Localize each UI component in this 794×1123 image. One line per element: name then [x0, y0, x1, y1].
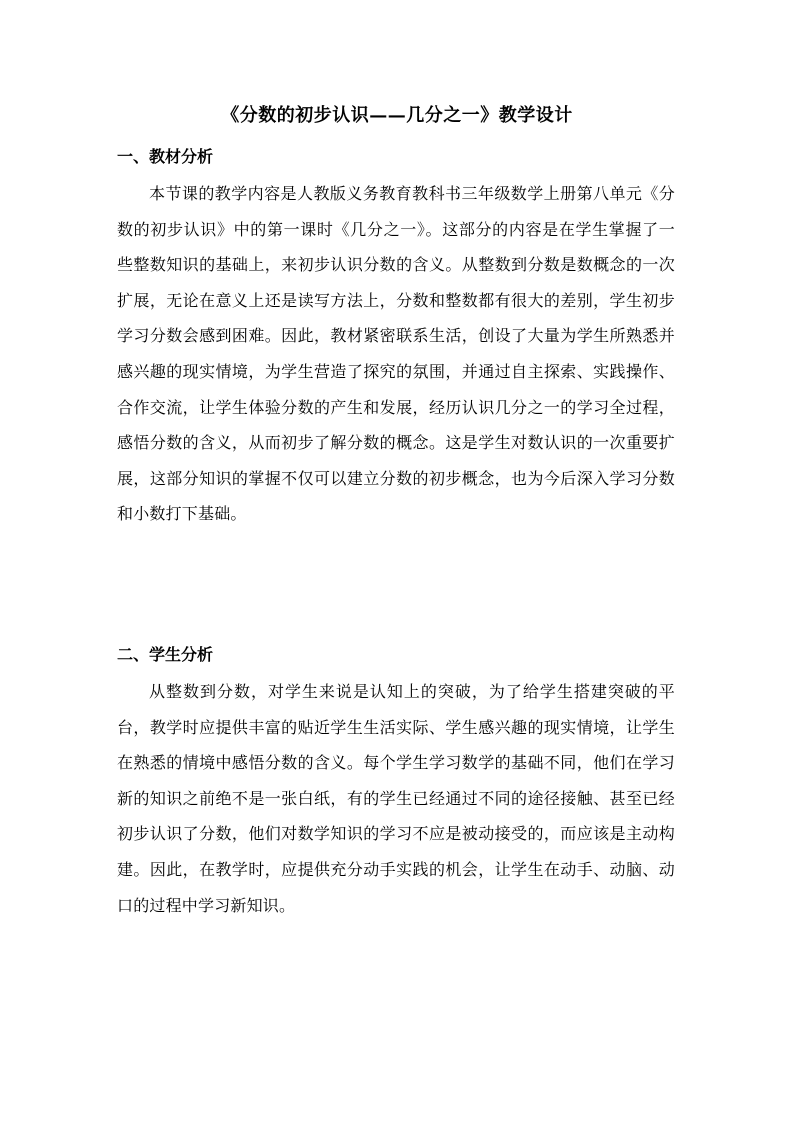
section-heading-textbook-analysis: 一、教材分析: [117, 147, 214, 166]
document-title: 《分数的初步认识——几分之一》教学设计: [221, 105, 573, 126]
section-heading-student-analysis: 二、学生分析: [117, 645, 214, 664]
section-paragraph-textbook-analysis: 本节课的教学内容是人教版义务教育教科书三年级数学上册第八单元《分数的初步认识》中的第一课时《几分之一》。这部分的内容是在学生掌握了一些整数知识的基础上，来初步认识分数的含义。从整数到分数是数概念的一次扩展，无论在意义上还是读写方法上，分数和整数都有很大的差别，学生初步学习分数会感到困难。因此，教材紧密联系生活，创设了大量为学生所熟悉并感兴趣的现实情境，为学生营造了探究的氛围，并通过自主探索、实践操作、合作交流，让学生体验分数的产生和发展，经历认识几分之一的学习全过程，感悟分数的含义，从而初步了解分数的概念。这是学生对数认识的一次重要扩展，这部分知识的掌握不仅可以建立分数的初步概念，也为今后深入学习分数和小数打下基础。: [117, 184, 675, 524]
section-paragraph-student-analysis: 从整数到分数，对学生来说是认知上的突破，为了给学生搭建突破的平台，教学时应提供丰富的贴近学生生活实际、学生感兴趣的现实情境，让学生在熟悉的情境中感悟分数的含义。每个学生学习数学的基础不同，他们在学习新的知识之前绝不是一张白纸，有的学生已经通过不同的途径接触、甚至已经初步认识了分数，他们对数学知识的学习不应是被动接受的，而应该是主动构建。因此，在教学时，应提供充分动手实践的机会，让学生在动手、动脑、动口的过程中学习新知识。: [117, 682, 675, 915]
